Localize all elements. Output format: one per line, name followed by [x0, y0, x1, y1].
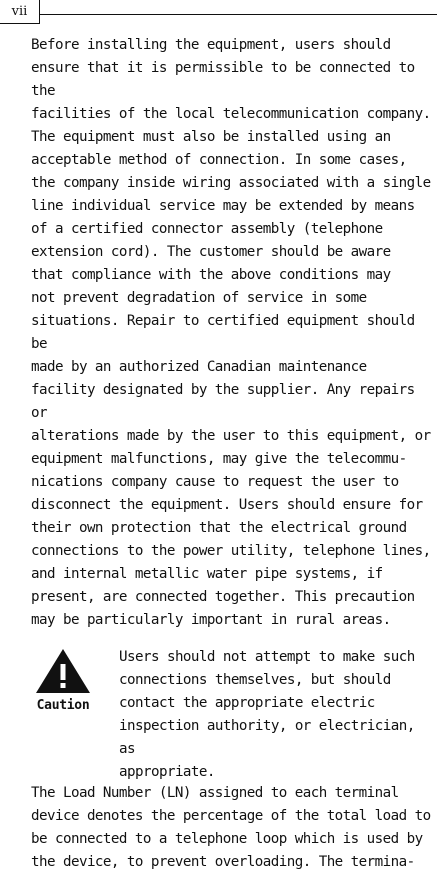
page-header [0, 0, 437, 26]
header-rule [40, 14, 437, 15]
page-content [31, 34, 435, 874]
caution-icon-group [31, 648, 95, 713]
page-number: vii [0, 0, 40, 24]
caution-text: Users should not attempt to make such connections themselves, but should contact the appropriate electric inspection authority, or electrician, as appropriate. [119, 649, 415, 780]
body-paragraph-1: Before installing the equipment, users should ensure that it is permissible to be connected to the facilities of the local telecommunication company. The equipment must also be installed using an acceptable method of connection. In some cases, the company inside wiring associated with a single line individual service may be extended by means of a certified connector assembly (telephone extension cord). The customer should be aware that compliance with the above conditions may not prevent degradation of service in some situations. Repair to certified equipment should be made by an authorized Canadian maintenance facility designated by the supplier. Any repairs or alterations made by the user to this equipment, or equipment malfunctions, may give the telecommu- nications company cause to request the user to disconnect the equipment. Users should ensure for their own protection that the electrical ground connections to the power utility, telephone lines, and internal metallic water pipe systems, if present, are connected together. This precaution may be particularly important in rural areas. [31, 37, 431, 628]
warning-triangle-icon [35, 648, 91, 694]
caution-label: Caution [36, 698, 90, 713]
body-paragraph-2: The Load Number (LN) assigned to each terminal device denotes the percentage of the total load to be connected to a telephone loop which is used by the device, to prevent overloading. The termina- [31, 785, 431, 870]
caution-block [31, 646, 435, 780]
